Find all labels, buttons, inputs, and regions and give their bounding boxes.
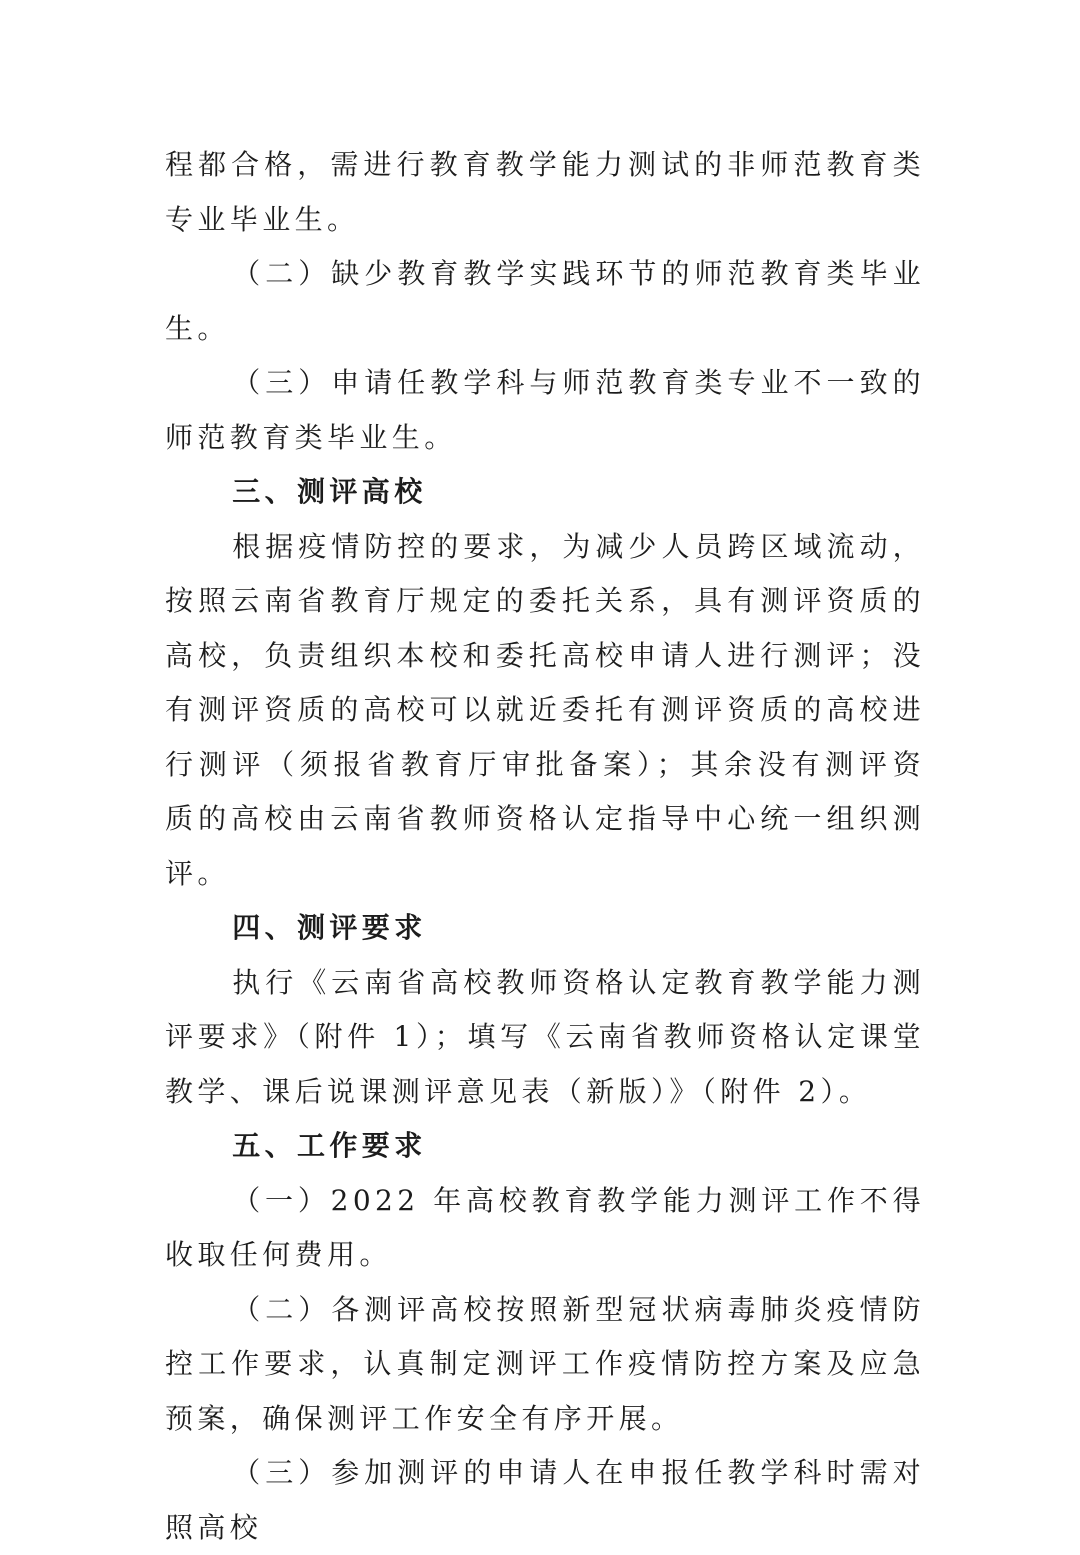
document-body xyxy=(165,138,925,1555)
paragraph-work-item-1: （一）2022 年高校教育教学能力测评工作不得收取任何费用。 xyxy=(165,1183,925,1271)
section-heading-3: 三、测评高校 xyxy=(232,475,427,508)
paragraph-item-2: （二）缺少教育教学实践环节的师范教育类毕业生。 xyxy=(165,257,925,345)
paragraph-section-4: 执行《云南省高校教师资格认定教育教学能力测评要求》（附件 1）；填写《云南省教师资格认定课堂教学、课后说课测评意见表（新版）》（附件 2）。 xyxy=(165,965,925,1108)
paragraph-section-3: 根据疫情防控的要求，为减少人员跨区域流动，按照云南省教育厅规定的委托关系，具有测评资质的高校，负责组织本校和委托高校申请人进行测评；没有测评资质的高校可以就近委托有测评资质的高校进行测评（须报省教育厅审批备案）；其余没有测评资质的高校由云南省教师资格认定指导中心统一组织测评。 xyxy=(165,529,925,890)
paragraph-item-3: （三）申请任教学科与师范教育类专业不一致的师范教育类毕业生。 xyxy=(165,366,925,454)
paragraph-continued: 程都合格，需进行教育教学能力测试的非师范教育类专业毕业生。 xyxy=(165,148,925,236)
section-heading-4: 四、测评要求 xyxy=(232,911,427,944)
paragraph-work-item-2: （二）各测评高校按照新型冠状病毒肺炎疫情防控工作要求，认真制定测评工作疫情防控方案及应急预案，确保测评工作安全有序开展。 xyxy=(165,1292,925,1435)
section-heading-5: 五、工作要求 xyxy=(232,1129,427,1162)
paragraph-work-item-3: （三）参加测评的申请人在申报任教学科时需对照高校 xyxy=(165,1456,925,1544)
